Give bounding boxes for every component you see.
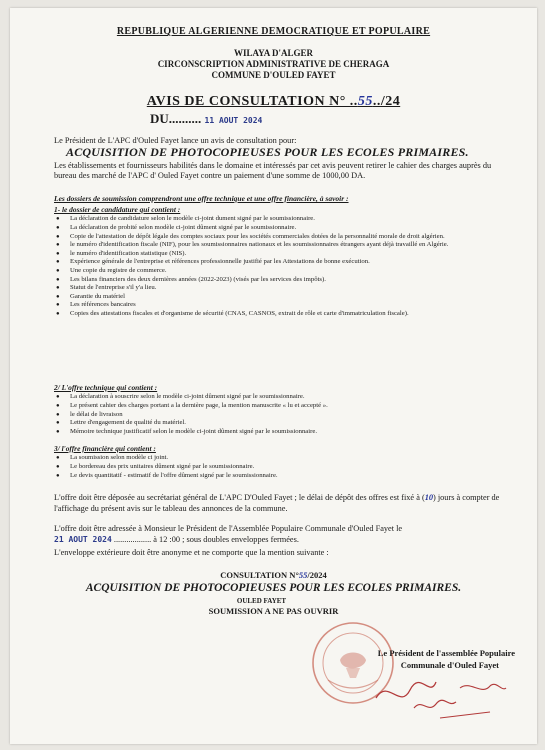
footer-warning: SOUMISSION A NE PAS OUVRIR	[208, 606, 339, 616]
list-item	[54, 428, 514, 437]
bullet-icon: ●	[56, 420, 60, 427]
avis-year: ../24	[372, 94, 401, 109]
list-item-text: Le bordereau des prix unitaires dûment signé par le soumissionnaire.	[70, 463, 255, 470]
republic-heading: REPUBLIQUE ALGERIENNE DEMOCRATIQUE ET POPULAIRE	[116, 26, 431, 37]
list-item	[54, 301, 514, 310]
bullet-icon: ●	[56, 250, 60, 257]
handwritten-signature-icon	[370, 668, 510, 723]
list-item	[54, 419, 514, 428]
intro-paragraph: Les établissements et fournisseurs habilités dans le domaine et intéressés par cet avis peuvent retirer le cahier des charges auprès du bureau des marché de l'APC d' Ouled Fayet contre un paiement d'une somme de 1000,00 DA.	[54, 161, 492, 181]
list-item	[54, 454, 514, 463]
list-item-text: le délai de livraison	[70, 410, 123, 418]
list-item-text: Le devis quantitatif - estimatif de l'offre dûment signé par le soumissionnaire.	[70, 471, 278, 479]
document-page	[10, 8, 537, 744]
list-item	[54, 233, 514, 242]
bullet-icon: ●	[56, 403, 60, 409]
bullet-icon: ●	[56, 302, 60, 309]
bullet-icon: ●	[56, 464, 60, 470]
list-item	[54, 293, 514, 302]
list-item-text: Le présent cahier des charges portant a la dernière page, la mention manuscrite « lu et accepté ».	[70, 402, 328, 409]
list-item	[54, 215, 514, 224]
list-item-text: Mémoire technique justificatif selon le modèle ci-joint dûment signé par le soumissionnaire.	[70, 427, 318, 435]
footer-commune: OULED FAYET	[236, 597, 287, 605]
deposit-date-stamp: 21 AOUT 2024	[54, 535, 112, 544]
section-financiere	[54, 444, 514, 480]
list-item	[54, 310, 514, 319]
list-item	[54, 472, 514, 481]
dots: ..................	[113, 535, 152, 544]
list-item-text: La déclaration à souscrire selon le modèle ci-joint dûment signé par le soumissionnaire.	[70, 393, 305, 401]
commune-heading: COMMUNE D'OULED FAYET	[211, 70, 336, 80]
section-candidature	[54, 205, 514, 319]
avis-title	[10, 94, 537, 110]
list-item-text: La déclaration de probité selon modèle ci-joint dûment signé par le soumissionnaire.	[70, 224, 297, 231]
list-item-text: le numéro d'identification fiscale (NIF), pour les soumissionnaires nationaux et les soumissionnaires étrangers ayant déjà travaillé en Algérie.	[70, 241, 449, 249]
list-item-text: Lettre d'engagement de qualité du matériel.	[70, 419, 186, 427]
bullet-icon: ●	[56, 285, 60, 292]
avis-label: AVIS DE CONSULTATION N° ..	[146, 94, 358, 109]
bullet-icon: ●	[56, 267, 60, 274]
bullet-icon: ●	[56, 455, 60, 462]
section-title: 1- le dossier de candidature qui contient :	[54, 205, 181, 214]
technique-list	[54, 393, 514, 436]
list-item-text: Copie de l'attestation de dépôt légale des comptes sociaux pour les sociétés commerciales dotées de la personnalité morale de droit algérien.	[70, 232, 445, 240]
depot-text-a: L'offre doit être déposée au secrétariat général de L'APC D'Ouled Fayet ; le délai de dépôt des offres est fixé à (	[54, 493, 425, 502]
bullet-icon: ●	[56, 310, 60, 317]
consultation-object: ACQUISITION DE PHOTOCOPIEUSES POUR LES ECOLES PRIMAIRES.	[66, 145, 469, 159]
avis-number: 55	[357, 94, 373, 109]
list-item-text: La soumission selon modèle ci joint.	[70, 454, 169, 462]
list-item	[54, 284, 514, 293]
bullet-icon: ●	[56, 259, 60, 266]
depot-paragraph	[54, 492, 516, 514]
wilaya-heading: WILAYA D'ALGER	[233, 48, 314, 58]
adresse-line: L'offre doit être adressée à Monsieur le Président de l'Assemblée Populaire Communale d'Ouled Fayet le	[54, 524, 403, 533]
bullet-icon: ●	[56, 276, 60, 283]
signature-line-2: Communale d'Ouled Fayet	[400, 660, 499, 670]
bullet-icon: ●	[56, 428, 60, 435]
list-item	[54, 402, 514, 411]
signature-line-1: Le Président de l'assemblée Populaire	[377, 648, 515, 658]
consultation-number: 55	[298, 570, 308, 580]
consultation-label: CONSULTATION N°	[220, 570, 299, 580]
list-item-text: La déclaration de candidature selon le modèle ci-joint dument signé par le soumissionnaire.	[70, 215, 315, 223]
list-item	[54, 393, 514, 402]
bullet-icon: ●	[56, 411, 60, 418]
list-item-text: Garantie du matériel	[70, 292, 125, 300]
intro-line: Le Président de L'APC d'Ouled Fayet lance un avis de consultation pour:	[54, 136, 297, 145]
enveloppe-line: L'enveloppe extérieure doit être anonyme et ne comporte que la mention suivante :	[54, 548, 329, 557]
list-item-text: Statut de l'entreprise s'il y'a lieu.	[70, 284, 157, 292]
heure-text: à 12 :00 ; sous doubles enveloppes fermées.	[153, 535, 299, 544]
financiere-list	[54, 454, 514, 480]
bullet-icon: ●	[56, 233, 60, 240]
avis-date	[150, 111, 262, 127]
list-item-text: Les bilans financiers des deux dernières années (2022-2023) (visés par les services des impôts).	[70, 275, 326, 283]
list-item-text: Expérience générale de l'entreprise et références professionnelle justifié par les Attestations de bonne exécution.	[70, 258, 370, 266]
list-item	[54, 411, 514, 420]
bullet-icon: ●	[56, 225, 60, 231]
section-title: 2/ L'offre technique qui contient :	[54, 383, 158, 392]
bullet-icon: ●	[56, 216, 60, 223]
dossiers-heading: Les dossiers de soumission comprendront une offre technique et une offre financière, à savoir :	[54, 194, 349, 203]
depot-text-b: ) jours à compter de l'affichage du présent avis sur le tableau des annonces de la commune.	[54, 493, 500, 513]
footer-consultation	[10, 570, 537, 580]
du-label: DU..........	[150, 111, 202, 126]
list-item-text: Une copie du registre de commerce.	[70, 266, 167, 274]
list-item	[54, 250, 514, 259]
depot-days: 10	[424, 493, 434, 502]
list-item-text: Les références bancaires	[70, 301, 136, 309]
list-item	[54, 463, 514, 472]
footer-title: ACQUISITION DE PHOTOCOPIEUSES POUR LES ECOLES PRIMAIRES.	[85, 582, 462, 594]
section-title: 3/ l'offre financière qui contient :	[54, 444, 156, 453]
list-item	[54, 258, 514, 267]
circonscription-heading: CIRCONSCRIPTION ADMINISTRATIVE DE CHERAGA	[157, 59, 390, 69]
bullet-icon: ●	[56, 293, 60, 300]
list-item-text: Copies des attestations fiscales et d'organisme de sécurité (CNAS, CASNOS, extrait de rôle et carte d'immatriculation fiscale).	[70, 309, 409, 317]
bullet-icon: ●	[56, 472, 60, 479]
date-stamp: 11 AOUT 2024	[204, 116, 263, 125]
date-line	[54, 534, 516, 545]
section-technique	[54, 383, 514, 436]
bullet-icon: ●	[56, 242, 60, 249]
list-item	[54, 276, 514, 285]
bullet-icon: ●	[56, 394, 60, 401]
consultation-year: /2024	[307, 570, 327, 580]
list-item	[54, 267, 514, 276]
list-item	[54, 224, 514, 233]
list-item-text: le numéro d'identification statistique (NIS).	[70, 249, 187, 257]
list-item	[54, 241, 514, 250]
candidature-list	[54, 215, 514, 318]
